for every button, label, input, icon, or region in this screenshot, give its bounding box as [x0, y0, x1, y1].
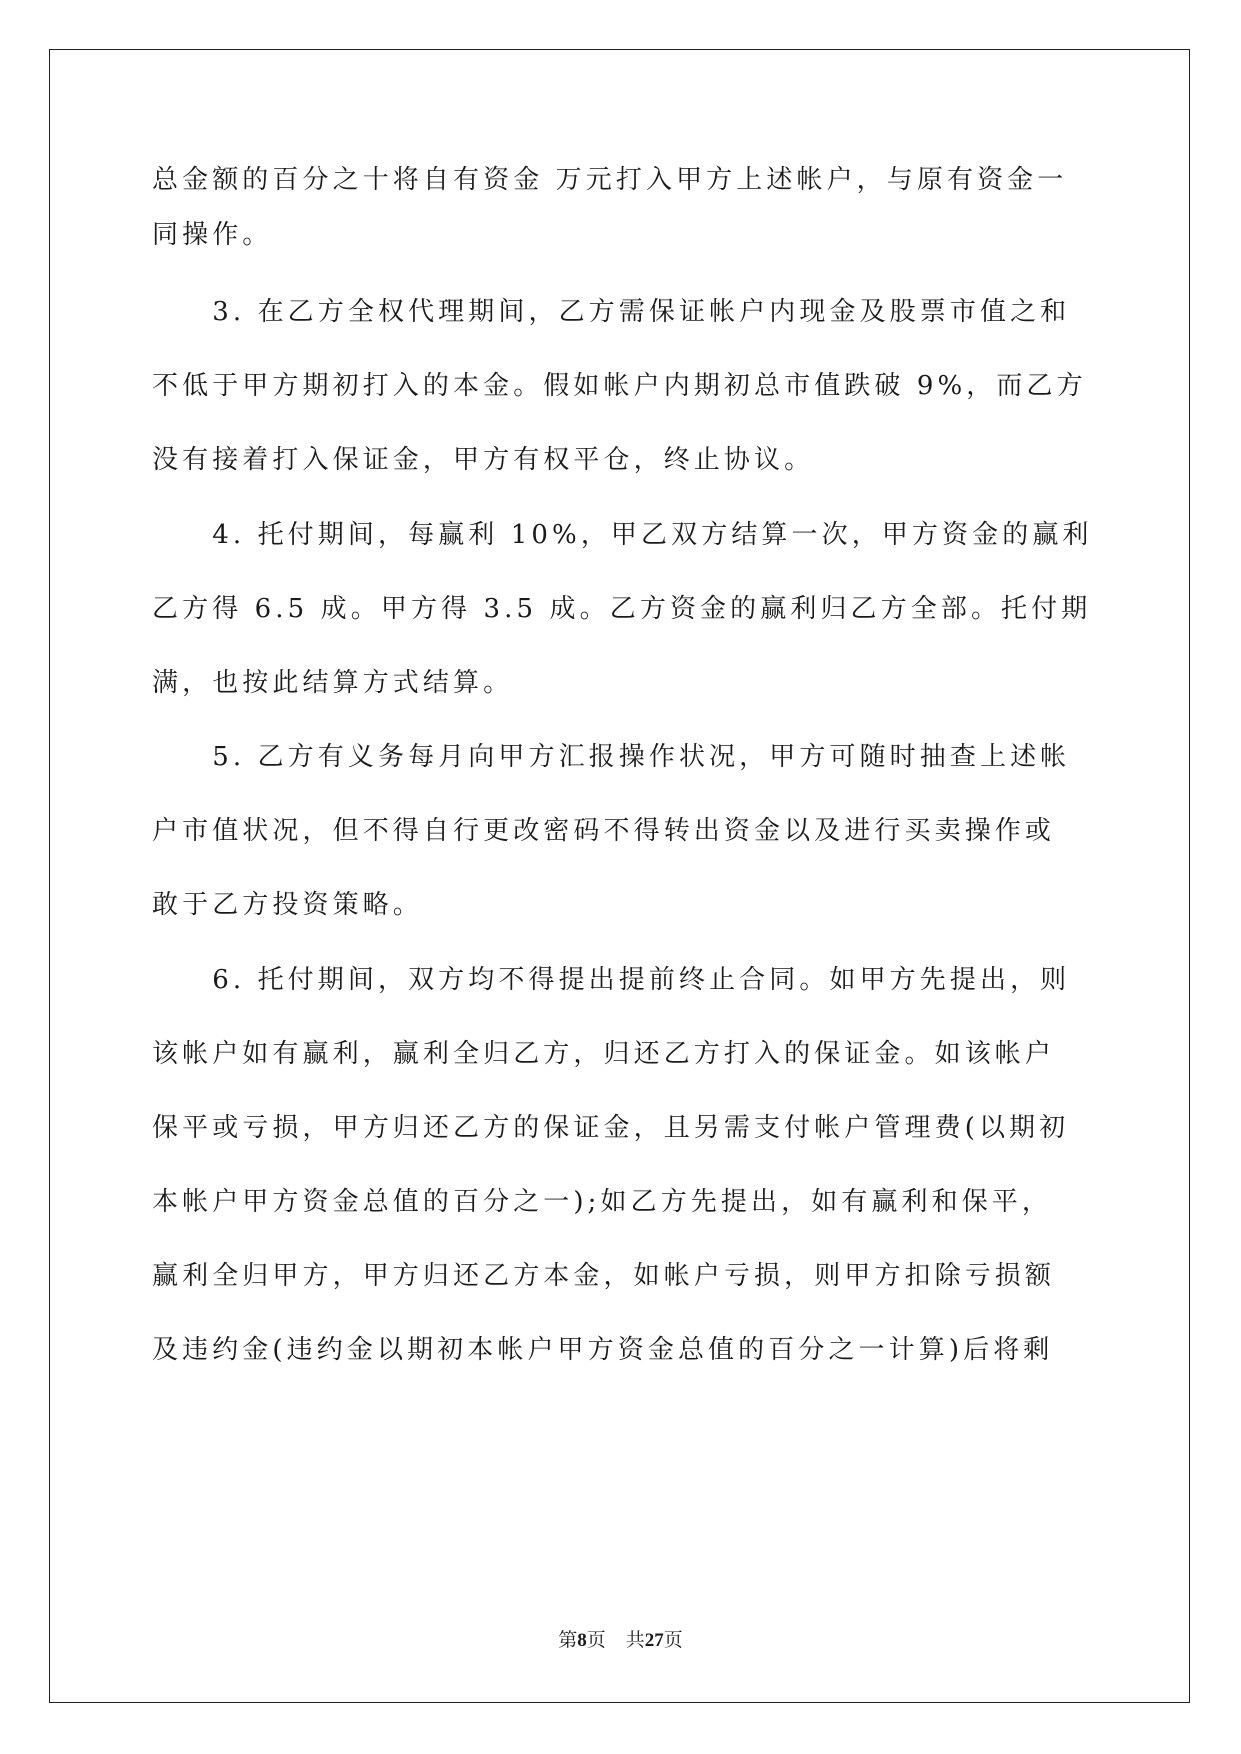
page-number: 8	[577, 1630, 587, 1651]
page-footer	[0, 1628, 1241, 1653]
text-line: 户市值状况，但不得自行更改密码不得转出资金以及进行买卖操作或	[152, 816, 1056, 846]
text-line: 6. 托付期间，双方均不得提出提前终止合同。如甲方先提出，则	[152, 965, 1071, 995]
text-line: 保平或亏损，甲方归还乙方的保证金，且另需支付帐户管理费(以期初	[152, 1113, 1070, 1143]
text-line: 赢利全归甲方，甲方归还乙方本金，如帐户亏损，则甲方扣除亏损额	[152, 1261, 1056, 1291]
total-prefix: 共	[625, 1629, 645, 1651]
text-line: 及违约金(违约金以期初本帐户甲方资金总值的百分之一计算)后将剩	[152, 1335, 1054, 1365]
text-line: 3. 在乙方全权代理期间，乙方需保证帐户内现金及股票市值之和	[152, 297, 1071, 327]
total-suffix: 页	[663, 1629, 683, 1651]
text-line: 总金额的百分之十将自有资金 万元打入甲方上述帐户，与原有资金一	[152, 165, 1068, 195]
text-line: 该帐户如有赢利，赢利全归乙方，归还乙方打入的保证金。如该帐户	[152, 1039, 1056, 1069]
text-line: 乙方得 6.5 成。甲方得 3.5 成。乙方资金的赢利归乙方全部。托付期	[152, 594, 1092, 624]
text-line: 不低于甲方期初打入的本金。假如帐户内期初总市值跌破 9%，而乙方	[152, 371, 1087, 401]
total-pages: 27	[644, 1630, 664, 1651]
text-line: 敢于乙方投资策略。	[152, 890, 423, 920]
text-line: 4. 托付期间，每赢利 10%，甲乙双方结算一次，甲方资金的赢利	[152, 520, 1093, 550]
text-line: 没有接着打入保证金，甲方有权平仓，终止协议。	[152, 445, 815, 475]
text-line: 本帐户甲方资金总值的百分之一);如乙方先提出，如有赢利和保平，	[152, 1187, 1053, 1217]
text-line: 5. 乙方有义务每月向甲方汇报操作状况，甲方可随时抽查上述帐	[152, 742, 1071, 772]
text-line: 同操作。	[152, 220, 273, 250]
page-prefix: 第	[558, 1629, 578, 1651]
text-line: 满，也按此结算方式结算。	[152, 668, 514, 698]
page-suffix: 页	[586, 1629, 606, 1651]
